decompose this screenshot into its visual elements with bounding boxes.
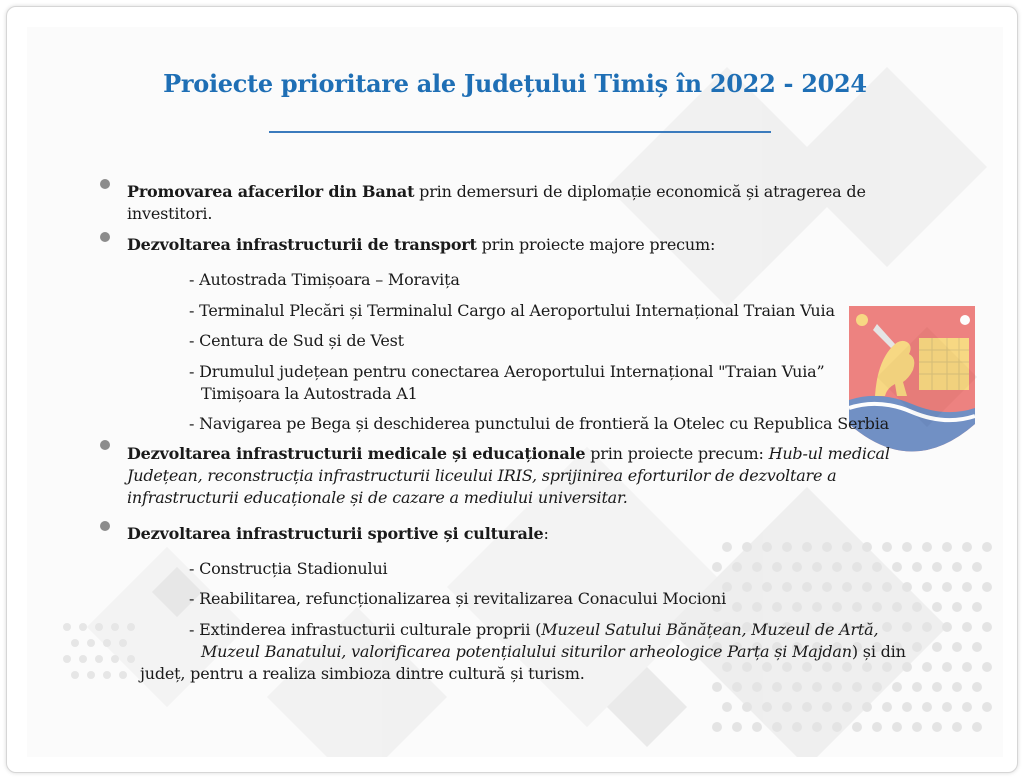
sub-item: - Centura de Sud și de Vest: [189, 331, 404, 350]
sub-item: - Navigarea pe Bega și deschiderea punctului de frontieră la Otelec cu Republica Serbia: [189, 414, 889, 433]
sub-item-text: ) și din: [851, 642, 906, 661]
item-heading: Promovarea afacerilor din Banat: [127, 182, 415, 201]
bullet-icon: [100, 521, 110, 531]
item-text: prin demersuri de diplomație economică și atragerea de: [414, 182, 866, 201]
sub-item-italic-text: Muzeul Satului Bănățean, Muzeul de Artă,: [541, 620, 879, 639]
item-text: prin proiecte precum:: [585, 444, 769, 463]
list-item: [127, 443, 957, 465]
sub-item-continuation: [201, 641, 991, 663]
item-italic-text: infrastructurii educaționale și de cazare a mediului universitar.: [127, 488, 628, 507]
slide-content: [27, 27, 1003, 757]
sub-item: - Construcția Stadionului: [189, 559, 388, 578]
item-heading: Dezvoltarea infrastructurii sportive și culturale: [127, 524, 544, 543]
sub-item-italic-text: Muzeul Banatului, valorificarea potențialului siturilor arheologice Parța și Majdan: [201, 642, 852, 661]
item-italic-text: Județean, reconstrucția infrastructurii liceului IRIS, sprijinirea eforturilor de dezvoltare a: [127, 466, 837, 485]
screenshot-frame: [6, 6, 1018, 773]
sub-item: [189, 619, 989, 641]
item-text: prin proiecte majore precum:: [476, 235, 716, 254]
bullet-icon: [100, 179, 110, 189]
list-item: [127, 523, 957, 545]
slide: [27, 27, 1003, 757]
sub-item-continuation: județ, pentru a realiza simbioza dintre cultură și turism.: [140, 664, 585, 683]
sub-item: - Terminalul Plecări și Terminalul Cargo al Aeroportului Internațional Traian Vuia: [189, 301, 835, 320]
item-italic-text: Hub-ul medical: [768, 444, 890, 463]
bullet-icon: [100, 440, 110, 450]
item-heading: Dezvoltarea infrastructurii medicale și educaționale: [127, 444, 586, 463]
sub-item-continuation: Timișoara la Autostrada A1: [201, 384, 418, 403]
sub-item: - Drumulul județean pentru conectarea Aeroportului Internațional "Traian Vuia”: [189, 362, 825, 381]
list-item-continuation: investitori.: [127, 204, 213, 223]
item-text: :: [543, 524, 549, 543]
sub-item-text: - Extinderea infrastucturii culturale proprii (: [189, 620, 542, 639]
sub-item: - Reabilitarea, refuncționalizarea și revitalizarea Conacului Mocioni: [189, 589, 727, 608]
list-item: [127, 181, 957, 203]
sub-item: - Autostrada Timișoara – Moravița: [189, 270, 460, 289]
list-item: [127, 234, 957, 256]
list-item-continuation: [127, 465, 836, 487]
item-heading: Dezvoltarea infrastructurii de transport: [127, 235, 477, 254]
list-item-continuation: [127, 487, 628, 509]
bullet-icon: [100, 232, 110, 242]
page-title: Proiecte prioritare ale Județului Timiș în 2022 - 2024: [163, 69, 867, 98]
